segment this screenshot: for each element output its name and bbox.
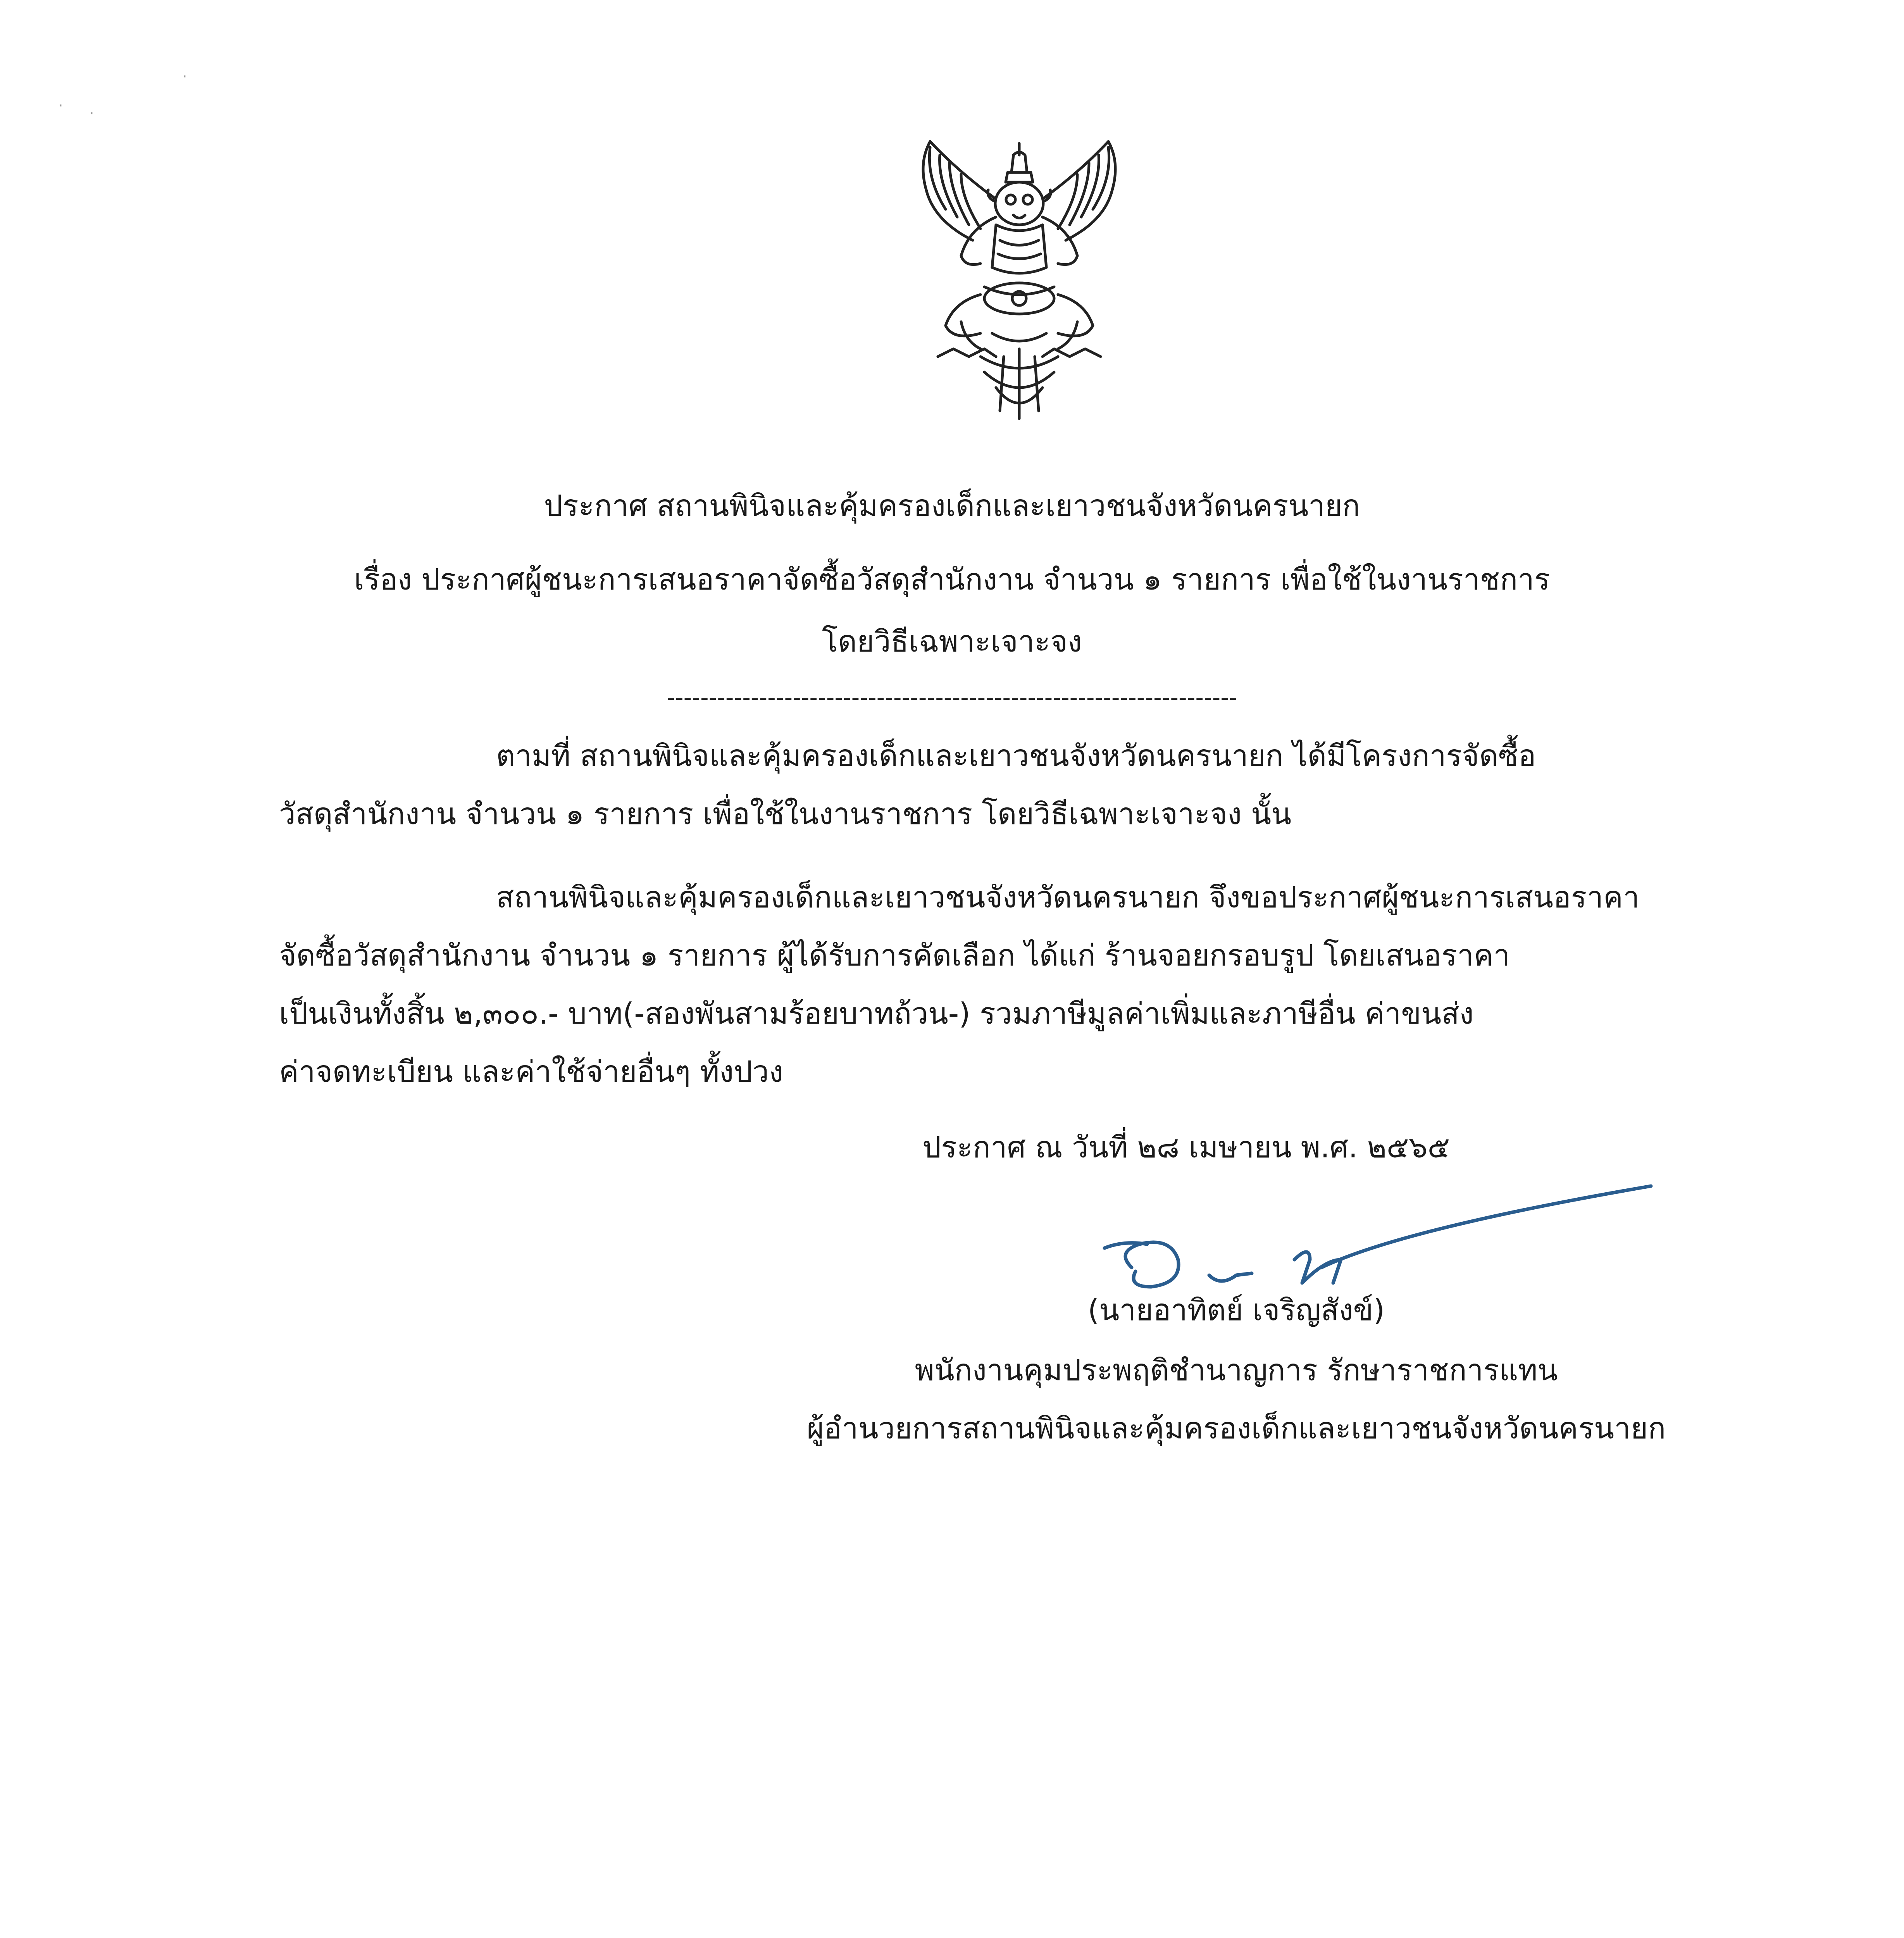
paragraph-2-line-4: ค่าจดทะเบียน และค่าใช้จ่ายอื่นๆ ทั้งปวง	[279, 1054, 784, 1089]
paragraph-1-line-2: วัสดุสำนักงาน จำนวน ๑ รายการ เพื่อใช้ในงานราชการ โดยวิธีเฉพาะเจาะจง นั้น	[279, 797, 1292, 831]
scan-speck: ·	[182, 68, 187, 86]
subject-line-1: เรื่อง ประกาศผู้ชนะการเสนอราคาจัดซื้อวัสดุสำนักงาน จำนวน ๑ รายการ เพื่อใช้ในงานราชการ	[354, 562, 1550, 597]
announcement-date: ประกาศ ณ วันที่ ๒๘ เมษายน พ.ศ. ๒๕๖๕	[922, 1130, 1450, 1164]
paragraph-2-line-2: จัดซื้อวัสดุสำนักงาน จำนวน ๑ รายการ ผู้ได้รับการคัดเลือก ได้แก่ ร้านจอยกรอบรูป โดยเสนอราคา	[279, 938, 1510, 972]
signatory-position-2: ผู้อำนวยการสถานพินิจและคุ้มครองเด็กและเยาวชนจังหวัดนครนายก	[806, 1411, 1666, 1445]
signatory-name: (นายอาทิตย์ เจริญสังข์)	[1087, 1293, 1385, 1327]
scan-speck: ·	[58, 97, 63, 115]
paragraph-2-line-1: สถานพินิจและคุ้มครองเด็กและเยาวชนจังหวัดนครนายก จึงขอประกาศผู้ชนะการเสนอราคา	[496, 880, 1640, 914]
divider-line: --------------------------------------------------------------------	[667, 684, 1237, 711]
paragraph-1-line-1: ตามที่ สถานพินิจและคุ้มครองเด็กและเยาวชนจังหวัดนครนายก ได้มีโครงการจัดซื้อ	[496, 738, 1536, 773]
paragraph-2-line-3: เป็นเงินทั้งสิ้น ๒,๓๐๐.- บาท(-สองพันสามร้อยบาทถ้วน-) รวมภาษีมูลค่าเพิ่มและภาษีอื่น ค่าขนส่ง	[279, 996, 1474, 1031]
garuda-emblem	[903, 140, 1136, 426]
scan-speck: ·	[89, 105, 94, 122]
announcement-title: ประกาศ สถานพินิจและคุ้มครองเด็กและเยาวชนจังหวัดนครนายก	[544, 488, 1360, 523]
signatory-position-1: พนักงานคุมประพฤติชำนาญการ รักษาราชการแทน	[915, 1353, 1558, 1387]
subject-line-2: โดยวิธีเฉพาะเจาะจง	[822, 624, 1082, 659]
